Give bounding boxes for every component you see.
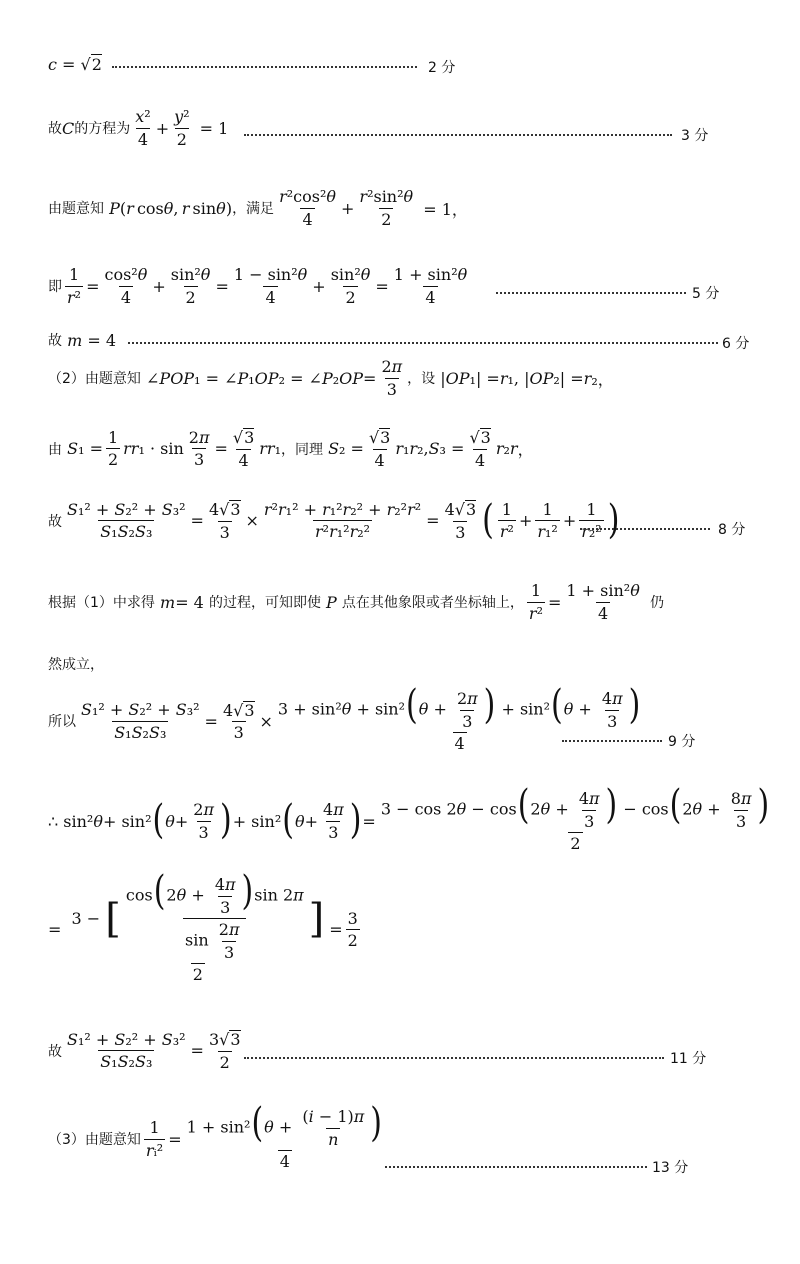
score-label: 3 分	[681, 128, 709, 144]
score-label: 9 分	[668, 734, 696, 750]
solution-page: c = √ 2 2 分 故 C 的方程为 $\frac{\text{x²}}{4}$ + $\frac{\text{y²}}{2}$ = 1 3 分 由题意知 P ( r cos θ , r sin θ ) ，满足 $\frac{\text{r²cos²θ}}{4}$ + $\frac{\text{r²sin²θ}}{2}$ = 1， 即 $\frac{1}{\text{r²}}$ = $\frac{\text{cos²θ}}{4}$ + $\frac{\text{sin²θ}}{2}$ = $\frac{\text{1 − sin²θ}}{4}$ + $\frac{\text{sin²θ}}{2}$ = $\frac{\text{1 + sin²θ}}{4}$ 5 分 故 m = 4 6 分 （2）由题意知 ∠ POP ₁ = ∠ P ₁ OP ₂ = ∠ P ₂ OP = $\frac{2\pi}{3}$ ，设 | OP ₁| = r ₁, | OP ₂| = r ₂， 由 S ₁ = $\frac{1}{2}$ rr ₁ · sin $\frac{2\pi}{3}$ = $\frac{√3}{4}$ rr ₁ ，同理 S ₂ = $\frac{√3}{4}$ r ₁ r ₂, S ₃ = $\frac{√3}{4}$ r ₂ r ， 故 $\frac{\text{S₁² + S₂² + S₃²}}{\text{S₁S₂S₃}}$ = $\frac{4√3}{3}$ × $\frac{\text{r²r₁² + r₁²r₂² + r₂²r²}}{\text{r²r₁²r₂²}}$ = $\frac{4√3}{3}$ ( $\frac{1}{\text{r²}}$ + $\frac{1}{\text{r₁²}}$ + $\frac{1}{\text{r₂²}}$ ) 8 分 根据（1）中求得 m = 4 的过程，可知即使 P 点在其他象限或者坐标轴上， $\frac{1}{\text{r²}}$ = $\frac{\text{1 + sin²θ}}{4}$ 仍 然成立， 所以 $\frac{\text{S₁² + S₂² + S₃²}}{\text{S₁S₂S₃}}$ = $\frac{4√3}{3}$ × 3 + sin²θ + sin²(θ + $\frac{2\pi}{3}$ ) + sin²(θ + $\frac{4\pi}{3}$ ) 4 9 分 ∴ sin² θ + sin² ( θ + $\frac{2\pi}{3}$ ) + sin² ( θ + $\frac{4\pi}{3}$ ) = 3 − cos 2θ − cos(2θ + $\frac{4\pi}{3}$ ) − cos(2θ + $\frac{8\pi}{3}$ ) 2 = 3 − [ cos(2θ + $\frac{4\pi}{3}$ )sin 2π sin $\frac{2\pi}{3}$ ] 2 = $\frac{3}{2}$ 故 $\frac{\text{S₁² + S₂² + S₃²}}{\text{S₁S₂S₃}}$ = $\frac{3√3}{2}$ 11 分 （3）由题意知 $\frac{1}{\text{rᵢ²}}$ = 1 + sin²(θ + $\frac{(i - 1)\pi}{n}$ ) 4 13 分	[48, 54, 770, 1176]
score-label: 2 分	[428, 60, 456, 76]
score-label: 11 分	[670, 1051, 707, 1067]
score-label: 6 分	[722, 336, 750, 352]
score-label: 13 分	[652, 1160, 689, 1176]
score-label: 5 分	[692, 286, 720, 302]
score-label: 8 分	[718, 522, 746, 538]
